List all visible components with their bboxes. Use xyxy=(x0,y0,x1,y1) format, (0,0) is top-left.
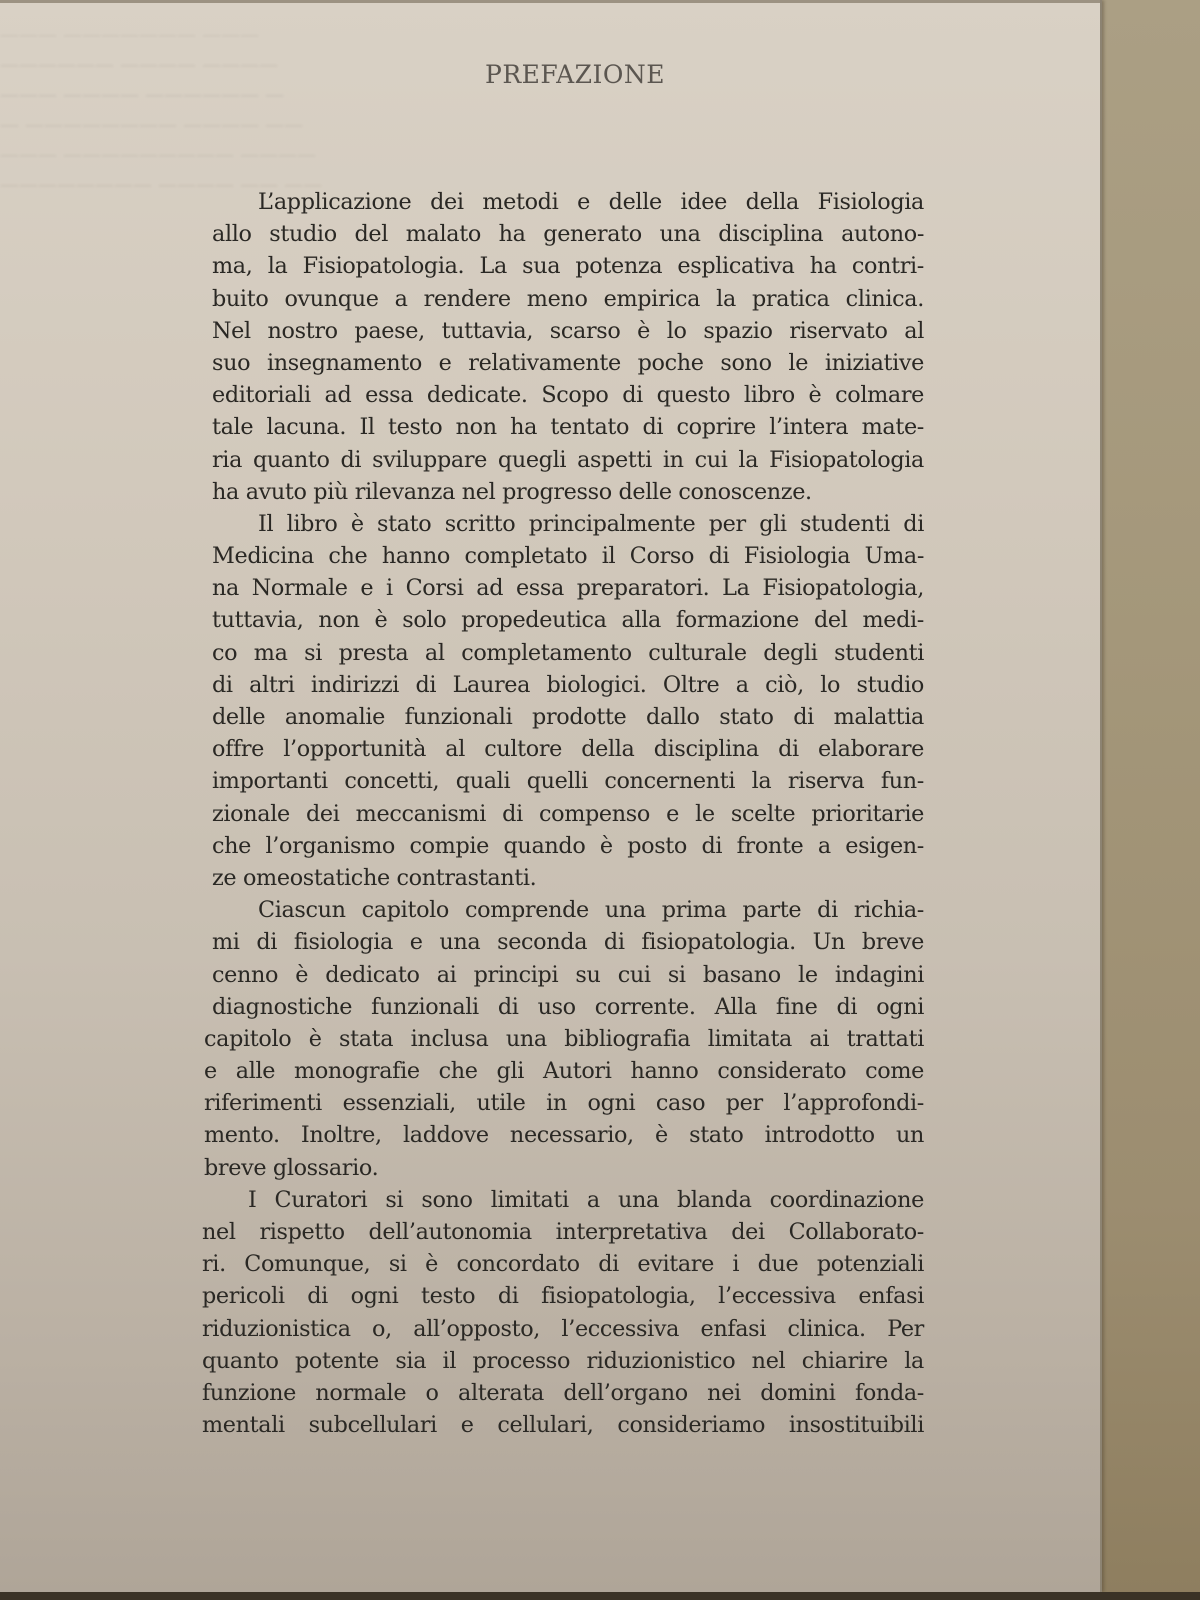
text-line: riferimenti essenziali, utile in ogni caso per l’approfondi- xyxy=(204,1090,924,1117)
text-line: zionale dei meccanismi di compenso e le scelte prioritarie xyxy=(212,800,924,827)
text-line: pericoli di ogni testo di fisiopatologia, l’eccessiva enfasi xyxy=(202,1283,924,1310)
text-line: L’applicazione dei metodi e delle idee della Fisiologia xyxy=(258,189,924,215)
text-line: funzione normale o alterata dell’organo nei domini fonda- xyxy=(202,1379,924,1406)
preface-body xyxy=(202,186,924,1441)
table-surface xyxy=(1098,0,1200,1600)
text-line: delle anomalie funzionali prodotte dallo stato di malattia xyxy=(212,704,924,730)
text-line: capitolo è stata inclusa una bibliografia limitata ai trattati xyxy=(204,1025,924,1052)
text-line: mi di fisiologia e una seconda di fisiopatologia. Un breve xyxy=(212,929,924,956)
text-line: suo insegnamento e relativamente poche sono le iniziative xyxy=(212,349,924,376)
text-line: tuttavia, non è solo propedeutica alla formazione del medi- xyxy=(212,607,924,634)
text-line: allo studio del malato ha generato una disciplina autono- xyxy=(212,221,924,248)
text-line: buito ovunque a rendere meno empirica la pratica clinica. xyxy=(212,285,924,312)
text-line: che l’organismo compie quando è posto di fronte a esigen- xyxy=(212,832,924,859)
page-title: PREFAZIONE xyxy=(485,60,665,89)
text-line: importanti concetti, quali quelli concernenti la riserva fun- xyxy=(212,768,924,795)
text-line: offre l’opportunità al cultore della disciplina di elaborare xyxy=(212,736,924,763)
paragraph-1 xyxy=(212,186,924,508)
text-line: cenno è dedicato ai principi su cui si basano le indagini xyxy=(212,961,924,988)
text-line: riduzionistica o, all’opposto, l’eccessiva enfasi clinica. Per xyxy=(202,1315,924,1342)
show-through-text: ——— ——————— ——— —————— ———— ———— ——— ———— —————— — — ———————— ———— —— ——— ————————— ———— ———————— ———— —— —— xyxy=(0,24,323,196)
text-line: quanto potente sia il processo riduzionistico nel chiarire la xyxy=(202,1347,924,1374)
text-line: Nel nostro paese, tuttavia, scarso è lo spazio riservato al xyxy=(212,317,924,344)
page-bottom-shadow xyxy=(0,1592,1200,1600)
text-line: tale lacuna. Il testo non ha tentato di coprire l’intera mate- xyxy=(212,414,924,441)
paragraph-2 xyxy=(212,508,924,894)
text-line: Il libro è stato scritto principalmente per gli studenti di xyxy=(258,510,924,537)
paragraph-3 xyxy=(204,894,924,1184)
text-line: editoriali ad essa dedicate. Scopo di questo libro è colmare xyxy=(212,382,924,409)
text-line: ria quanto di sviluppare quegli aspetti in cui la Fisiopatologia xyxy=(212,446,924,473)
text-line: ze omeostatiche contrastanti. xyxy=(212,864,537,891)
text-line: ha avuto più rilevanza nel progresso delle conoscenze. xyxy=(212,478,812,505)
text-line: mento. Inoltre, laddove necessario, è stato introdotto un xyxy=(204,1122,924,1149)
text-line: co ma si presta al completamento culturale degli studenti xyxy=(212,639,924,666)
text-line: nel rispetto dell’autonomia interpretativa dei Collaborato- xyxy=(202,1219,924,1245)
text-line: e alle monografie che gli Autori hanno considerato come xyxy=(204,1058,924,1085)
text-line: Ciascun capitolo comprende una prima parte di richia- xyxy=(258,897,924,924)
text-line: mentali subcellulari e cellulari, consideriamo insostituibili xyxy=(202,1412,924,1439)
paragraph-4 xyxy=(202,1184,924,1442)
text-line: ma, la Fisiopatologia. La sua potenza esplicativa ha contri- xyxy=(212,253,924,280)
text-line: Medicina che hanno completato il Corso di Fisiologia Uma- xyxy=(212,543,924,570)
text-line: I Curatori si sono limitati a una blanda coordinazione xyxy=(248,1186,924,1213)
text-line: na Normale e i Corsi ad essa preparatori. La Fisiopatologia, xyxy=(212,575,924,602)
text-line: breve glossario. xyxy=(204,1154,379,1181)
page-top-edge xyxy=(0,0,1100,3)
text-line: ri. Comunque, si è concordato di evitare i due potenziali xyxy=(202,1251,924,1278)
text-line: di altri indirizzi di Laurea biologici. Oltre a ciò, lo studio xyxy=(212,671,924,698)
text-line: diagnostiche funzionali di uso corrente. Alla fine di ogni xyxy=(212,993,924,1020)
